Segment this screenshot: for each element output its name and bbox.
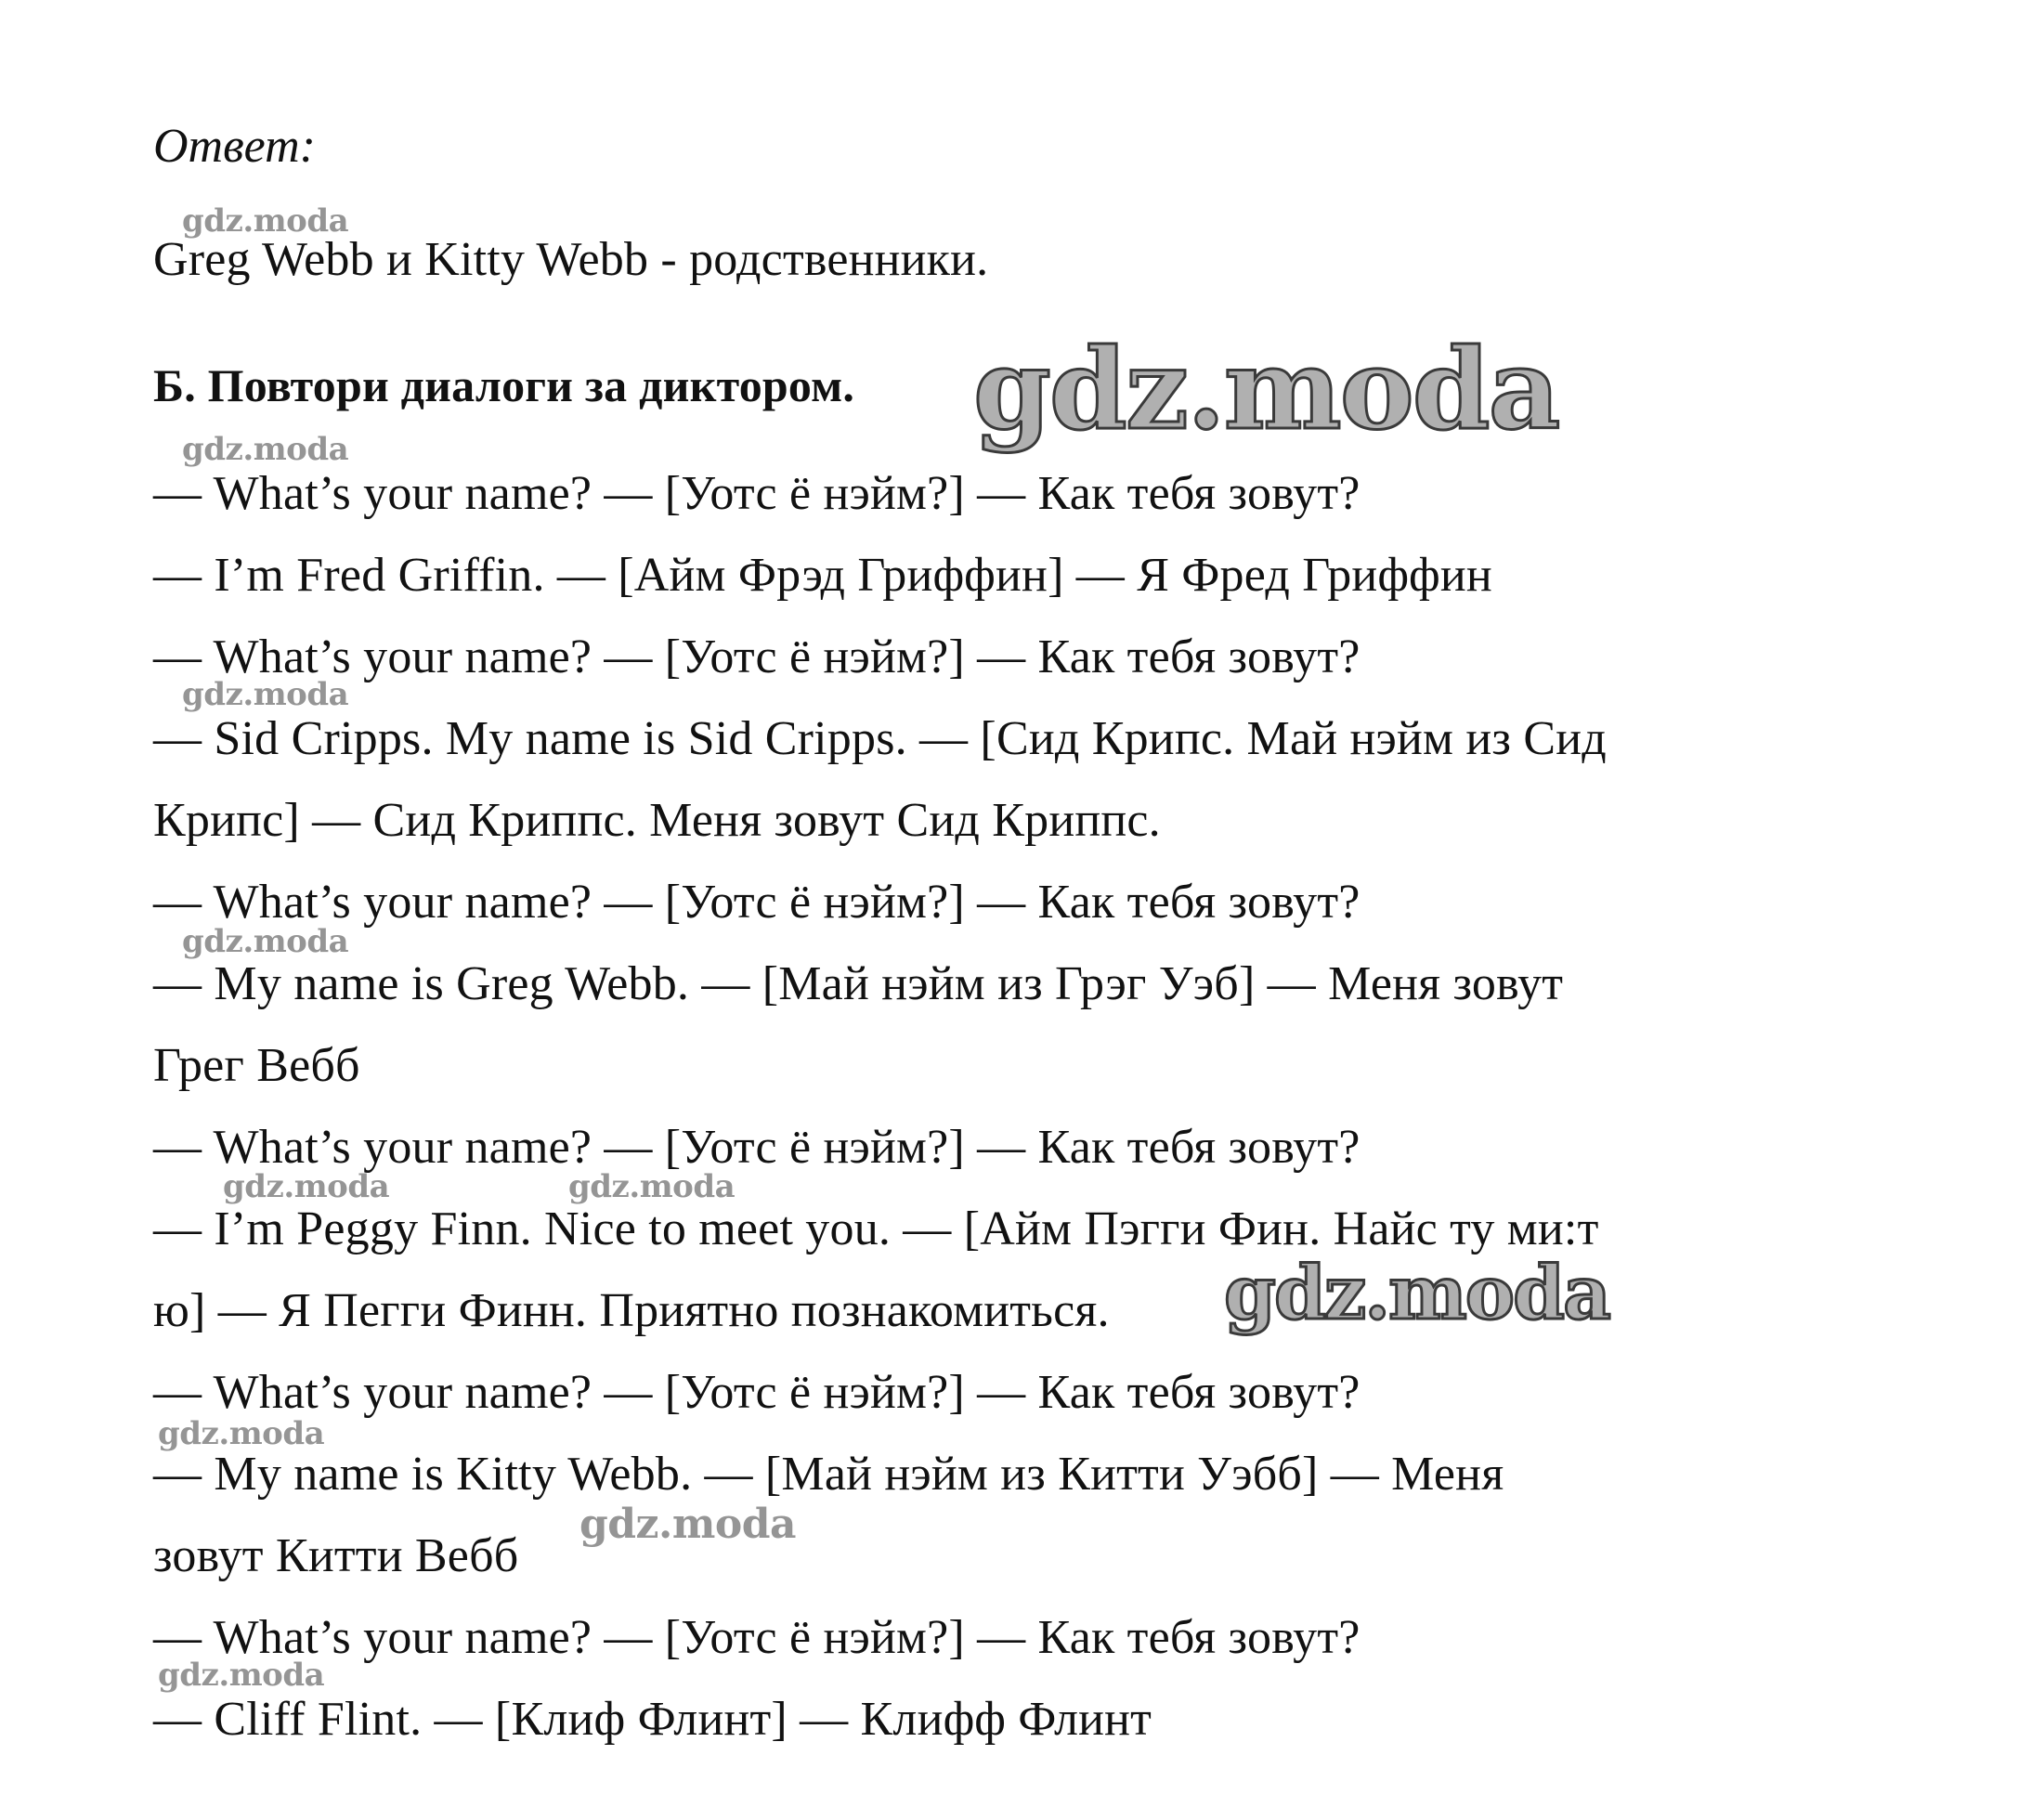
answer-label: Ответ:: [153, 120, 316, 173]
watermark-small: gdz.moda: [158, 1415, 325, 1452]
watermark-large: gdz.moda: [1224, 1249, 1609, 1336]
dialogue-line: Крипс] — Сид Криппс. Меня зовут Сид Криппс.: [153, 794, 1161, 847]
watermark-small: gdz.moda: [182, 923, 349, 960]
dialogue-line: — My name is Greg Webb. — [Май нэйм из Грэг Уэб] — Меня зовут: [153, 957, 1564, 1010]
dialogue-line: — What’s your name? — [Уотс ё нэйм?] — Как тебя зовут?: [153, 467, 1361, 520]
dialogue-line: — Cliff Flint. — [Клиф Флинт] — Клифф Флинт: [153, 1693, 1152, 1746]
section-heading: Б. Повтори диалоги за диктором.: [153, 359, 855, 411]
dialogue-line: — What’s your name? — [Уотс ё нэйм?] — Как тебя зовут?: [153, 630, 1361, 683]
watermark-small: gdz.moda: [579, 1501, 797, 1548]
dialogue-line: — I’m Peggy Finn. Nice to meet you. — [Айм Пэгги Фин. Найс ту ми:т: [153, 1202, 1599, 1255]
dialogue-line: — My name is Kitty Webb. — [Май нэйм из Китти Уэбб] — Меня: [153, 1448, 1504, 1501]
watermark-large: gdz.moda: [973, 324, 1559, 455]
dialogue-line: — I’m Fred Griffin. — [Айм Фрэд Гриффин] — Я Фред Гриффин: [153, 549, 1492, 602]
watermark-small: gdz.moda: [223, 1168, 390, 1205]
watermark-small: gdz.moda: [182, 431, 349, 468]
dialogue-line: — What’s your name? — [Уотс ё нэйм?] — Как тебя зовут?: [153, 876, 1361, 929]
dialogue-line: — Sid Cripps. My name is Sid Cripps. — [Сид Крипс. Май нэйм из Сид: [153, 712, 1607, 765]
watermark-small: gdz.moda: [182, 202, 349, 240]
watermark-small: gdz.moda: [158, 1657, 325, 1694]
watermark-small: gdz.moda: [568, 1168, 736, 1205]
dialogue-line: ю] — Я Пегги Финн. Приятно познакомиться.: [153, 1284, 1110, 1337]
watermark-small: gdz.moda: [182, 676, 349, 713]
dialogue-line: — What’s your name? — [Уотс ё нэйм?] — Как тебя зовут?: [153, 1611, 1361, 1664]
dialogue-line: — What’s your name? — [Уотс ё нэйм?] — Как тебя зовут?: [153, 1121, 1361, 1174]
dialogue-line: зовут Китти Вебб: [153, 1529, 519, 1582]
dialogue-line: — What’s your name? — [Уотс ё нэйм?] — Как тебя зовут?: [153, 1366, 1361, 1419]
intro-line: Greg Webb и Kitty Webb - родственники.: [153, 233, 989, 286]
dialogue-line: Грег Вебб: [153, 1039, 360, 1092]
